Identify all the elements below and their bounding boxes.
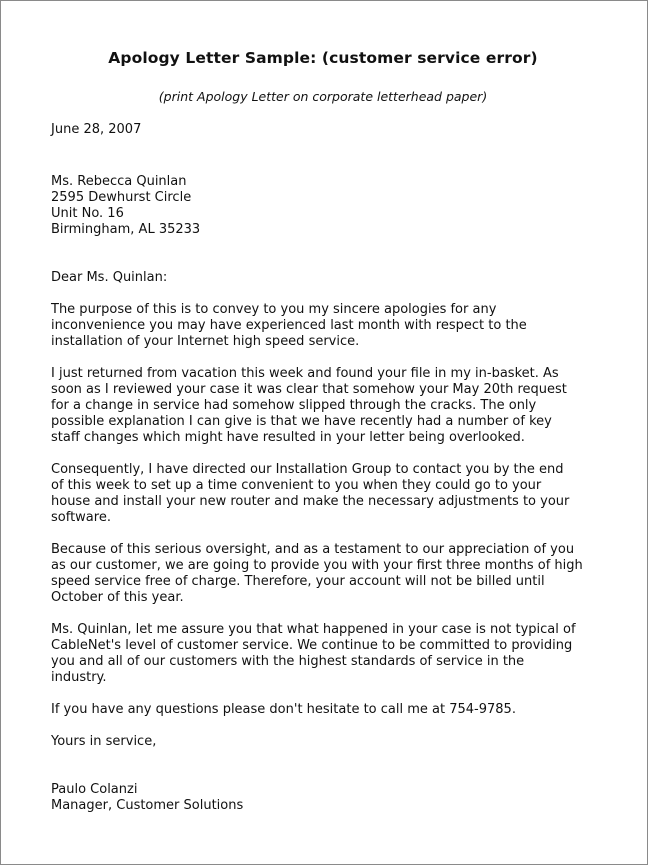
paragraph-line: staff changes which might have resulted in your letter being overlooked. [51, 430, 525, 445]
paragraph-line: inconvenience you may have experienced last month with respect to the [51, 318, 527, 333]
paragraph-2 [51, 366, 611, 446]
paragraph-line: If you have any questions please don't hesitate to call me at 754-9785. [51, 702, 516, 717]
salutation: Dear Ms. Quinlan: [51, 270, 168, 285]
recipient-city: Birmingham, AL 35233 [51, 222, 201, 237]
paragraph-line: soon as I reviewed your case it was clear that somehow your May 20th request [51, 382, 567, 397]
paragraph-line: possible explanation I can give is that we have recently had a number of key [51, 414, 552, 429]
paragraph-line: industry. [51, 670, 107, 685]
letter-date: June 28, 2007 [51, 122, 142, 137]
paragraph-line: Because of this serious oversight, and as a testament to our appreciation of you [51, 542, 575, 557]
paragraph-line: you and all of our customers with the highest standards of service in the [51, 654, 525, 669]
signature-block [51, 782, 611, 814]
recipient-unit: Unit No. 16 [51, 206, 124, 221]
signature-title: Manager, Customer Solutions [51, 798, 244, 813]
signature-name: Paulo Colanzi [51, 782, 138, 797]
paragraph-line: as our customer, we are going to provide you with your first three months of high [51, 558, 583, 573]
closing: Yours in service, [51, 734, 157, 749]
letter-subtitle: (print Apology Letter on corporate letterhead paper) [158, 89, 488, 104]
paragraph-line: of this week to set up a time convenient to you when they could go to your [51, 478, 542, 493]
recipient-street: 2595 Dewhurst Circle [51, 190, 192, 205]
paragraph-line: for a change in service had somehow slipped through the cracks. The only [51, 398, 537, 413]
paragraph-line: CableNet's level of customer service. We continue to be committed to providing [51, 638, 573, 653]
paragraph-3 [51, 462, 611, 526]
paragraph-line: Consequently, I have directed our Installation Group to contact you by the end [51, 462, 564, 477]
paragraph-line: The purpose of this is to convey to you my sincere apologies for any [51, 302, 497, 317]
paragraph-line: installation of your Internet high speed service. [51, 334, 360, 349]
letter-title: Apology Letter Sample: (customer service error) [108, 49, 538, 67]
paragraph-line: software. [51, 510, 111, 525]
paragraph-line: October of this year. [51, 590, 184, 605]
paragraph-5 [51, 622, 611, 686]
paragraph-line: Ms. Quinlan, let me assure you that what happened in your case is not typical of [51, 622, 576, 637]
paragraph-line: house and install your new router and make the necessary adjustments to your [51, 494, 570, 509]
recipient-name: Ms. Rebecca Quinlan [51, 174, 187, 189]
paragraph-line: I just returned from vacation this week and found your file in my in-basket. As [51, 366, 559, 381]
paragraph-6 [51, 702, 611, 718]
paragraph-line: speed service free of charge. Therefore, your account will not be billed until [51, 574, 545, 589]
paragraph-4 [51, 542, 611, 606]
paragraph-1 [51, 302, 611, 350]
recipient-address [51, 174, 611, 238]
